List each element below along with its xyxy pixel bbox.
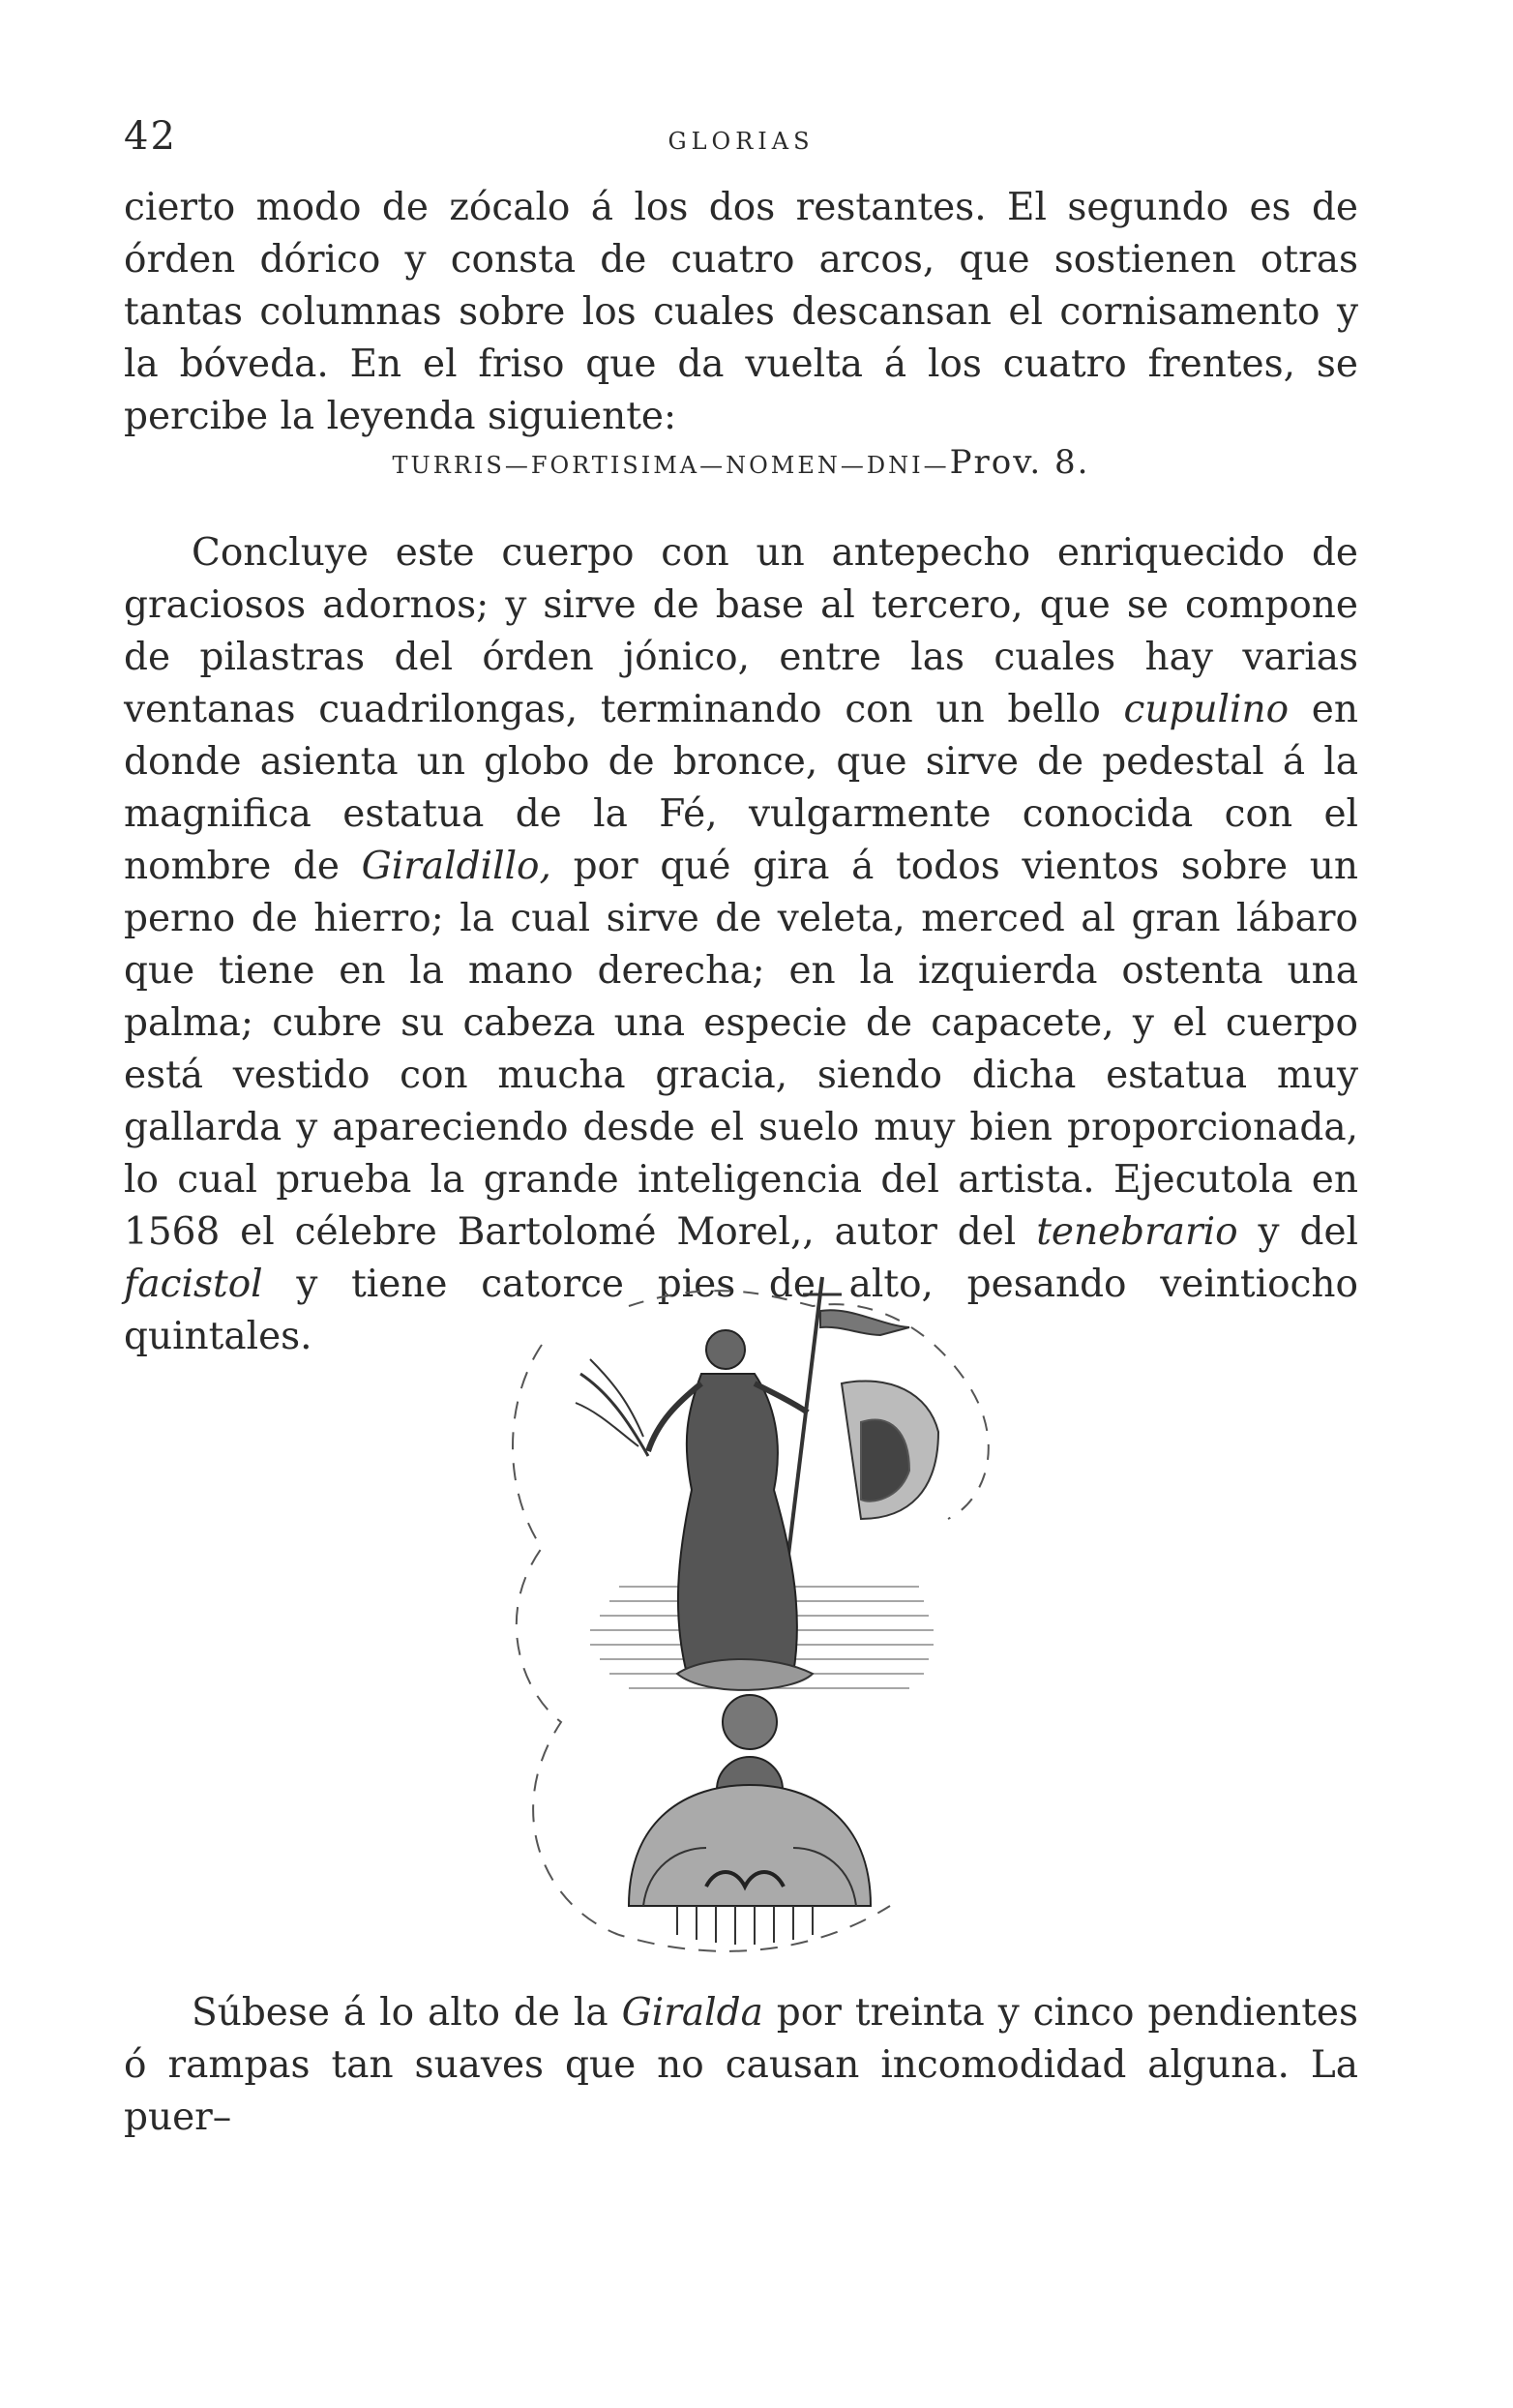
paragraph-last-text	[124, 1987, 1358, 2144]
text-run: por qué gira á todos vientos sobre un perno de hierro; la cual sirve de veleta, merced al gran lábaro que tiene en la mano derecha; en la izquierda ostenta una palma; cubre su cabeza una especie de capacete, y el cuerpo está vestido con mucha gracia, siendo dicha estatua muy gallarda y apareciendo desde el suelo muy bien proporcionada, lo cual prueba la grande inteligencia del artista. Ejecutola en 1568 el célebre Bartolomé Morel,, autor del	[124, 845, 1358, 1254]
italic-run: facistol	[124, 1263, 263, 1306]
inscription	[124, 443, 1358, 482]
paragraph-main-text	[124, 527, 1358, 1363]
text-run: en donde asienta un globo de bronce, que sirve de pedestal á la magnifica estatua de la Fé, vulgarmente conocida con el nombre de	[124, 688, 1358, 888]
inscription-reference: Prov. 8.	[949, 443, 1090, 482]
text-run: Súbese á lo alto de la	[192, 1991, 622, 2035]
page-number: 42	[124, 114, 177, 159]
text-run: y tiene catorce pies de alto, pesando veintiocho quintales.	[124, 1263, 1358, 1358]
text-run: y del	[1237, 1210, 1358, 1254]
running-head: GLORIAS	[668, 128, 815, 155]
giraldillo-illustration	[484, 1267, 1025, 1964]
giraldillo-engraving	[484, 1267, 1025, 1964]
paragraph-main	[124, 527, 1358, 1363]
italic-run: cupulino	[1123, 688, 1290, 731]
text-run: Concluye este cuerpo con un antepecho enriquecido de graciosos adornos; y sirve de base al tercero, que se compone de pilastras del órden jónico, entre las cuales hay varias ventanas cuadrilongas, terminando con un bello	[124, 531, 1358, 731]
page-header	[124, 114, 1358, 172]
paragraph-continued-text: cierto modo de zócalo á los dos restantes. El segundo es de órden dórico y consta de cuatro arcos, que sostienen otras tantas columnas sobre los cuales descansan el cornisamento y la bóveda. En el friso que da vuelta á los cuatro frentes, se percibe la leyenda siguiente:	[124, 186, 1358, 438]
italic-run: Giraldillo,	[361, 845, 551, 888]
italic-run: Giralda	[621, 1991, 763, 2035]
text-run: por treinta y cinco pendientes ó rampas tan suaves que no causan incomodidad alguna. La puer–	[124, 1991, 1358, 2139]
inscription-text: TURRIS—FORTISIMA—NOMEN—DNI—	[392, 452, 950, 479]
paragraph-continued	[124, 182, 1358, 443]
paragraph-last	[124, 1987, 1358, 2144]
italic-run: tenebrario	[1036, 1210, 1238, 1254]
